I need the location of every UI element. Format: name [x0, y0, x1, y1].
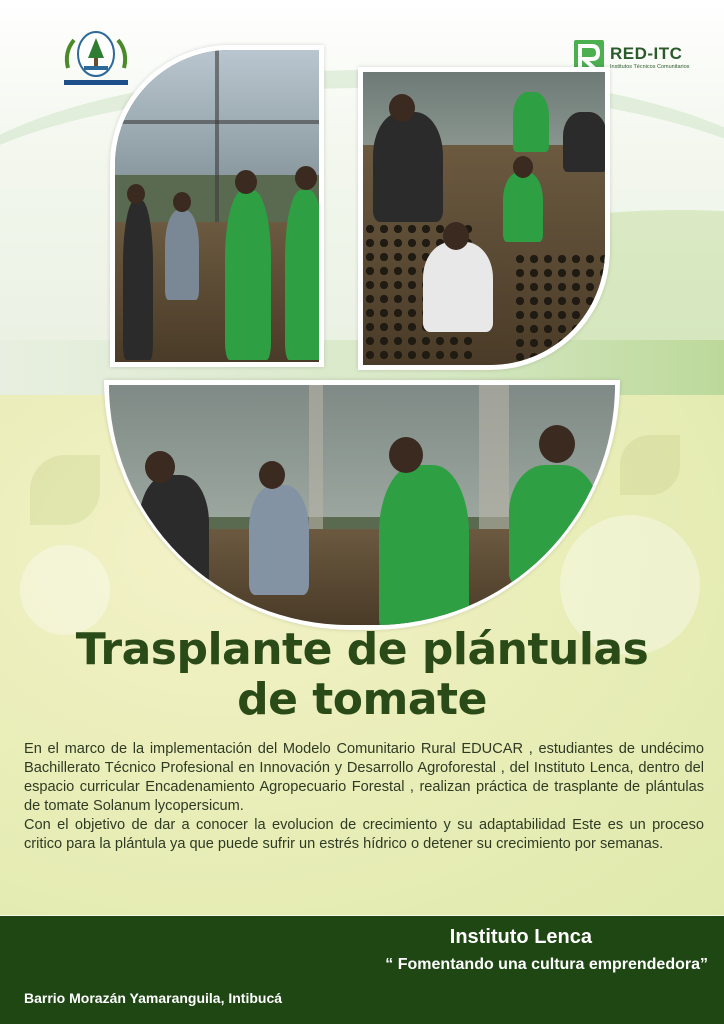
paragraph-2: Con el objetivo de dar a conocer la evolucion de crecimiento y su adaptabilidad Este es un proceso critico para la plántula ya que puede sufrir un estrés hídrico o detener su crecimiento por semanas.	[24, 817, 704, 852]
red-itc-title: RED-ITC	[610, 44, 683, 63]
slogan: “ Fomentando una cultura emprendedora”	[385, 956, 708, 973]
red-itc-subtitle: Institutos Técnicos Comunitarios	[610, 64, 690, 70]
paragraph-1: En el marco de la implementación del Modelo Comunitario Rural EDUCAR , estudiantes de undécimo Bachillerato Técnico Profesional en Innovación y Desarrollo Agroforestal , del Instituto Lenca, dentro del espacio curricular Encadenamiento Agropecuario Forestal , realizan práctica de trasplante de plántulas de tomate Solanum lycopersicum.	[24, 741, 704, 814]
decorative-leaf	[620, 435, 680, 495]
seedling-trays-photo	[358, 67, 610, 370]
address: Barrio Morazán Yamaranguila, Intibucá	[24, 990, 283, 1006]
title-line-1: Trasplante de plántulas	[75, 624, 649, 675]
students-planting-photo	[104, 380, 620, 630]
decorative-circle	[20, 545, 110, 635]
footer	[0, 916, 724, 1024]
institution-name: Instituto Lenca	[449, 926, 592, 948]
decorative-leaf	[30, 455, 100, 525]
body-text	[24, 740, 704, 854]
title-line-2: de tomate	[237, 674, 487, 725]
page-title	[0, 625, 724, 725]
greenhouse-students-photo	[110, 45, 324, 367]
